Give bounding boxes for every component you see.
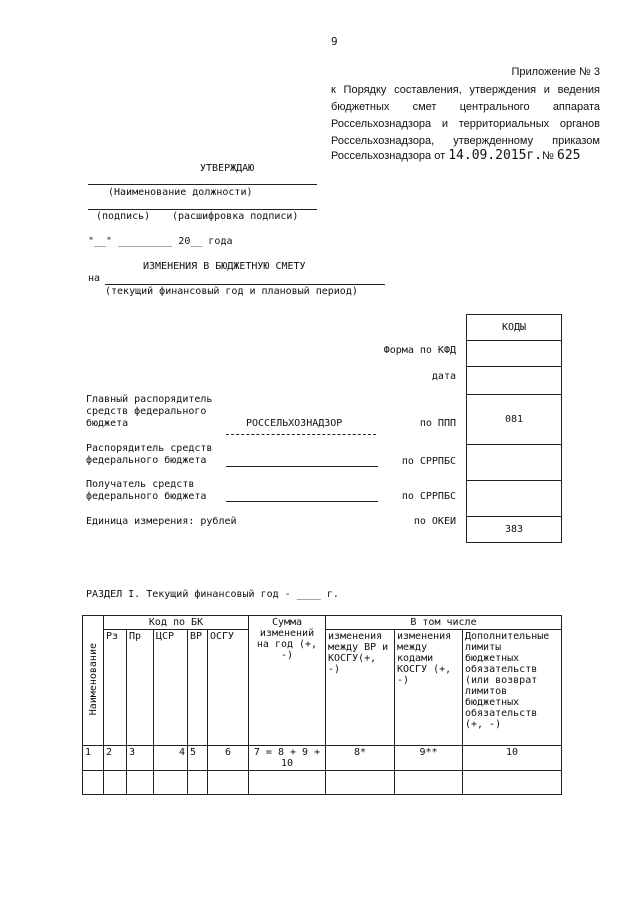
col-osgu: ОСГУ bbox=[208, 630, 249, 746]
appendix-text bbox=[331, 82, 600, 150]
label-date: дата bbox=[431, 371, 456, 382]
empty-cell bbox=[154, 771, 188, 795]
num-cell: 10 bbox=[463, 746, 562, 771]
label-form-kfd: Форма по КФД bbox=[383, 345, 456, 356]
empty-cell bbox=[104, 771, 127, 795]
manager-line: Распорядитель средств bbox=[86, 443, 213, 454]
manager-label bbox=[86, 443, 212, 467]
manager-line: федерального бюджета bbox=[86, 455, 207, 466]
sum-header: Сумма изменений на год (+, -) bbox=[249, 616, 326, 746]
appendix-order-number: 625 bbox=[557, 148, 581, 163]
appendix-line: Россельхознадзора и территориальных органов bbox=[331, 118, 600, 130]
num-cell: 5 bbox=[188, 746, 208, 771]
code-srrpbs-2 bbox=[467, 481, 562, 517]
num-cell: 7 = 8 + 9 + 10 bbox=[249, 746, 326, 771]
label-okei: по ОКЕИ bbox=[413, 516, 456, 527]
num-cell: 4 bbox=[154, 746, 188, 771]
col-vr: ВР bbox=[188, 630, 208, 746]
chief-manager-line-rule bbox=[226, 434, 376, 435]
col-incl-kosgu: изменения между кодами КОСГУ (+, -) bbox=[395, 630, 463, 746]
name-header: Наименование bbox=[87, 642, 99, 716]
empty-cell bbox=[249, 771, 326, 795]
col-rz: Рз bbox=[104, 630, 127, 746]
num-cell: 6 bbox=[208, 746, 249, 771]
codes-table bbox=[466, 314, 562, 543]
approve-date-line: "__" _________ 20__ года bbox=[88, 236, 233, 247]
position-caption: (Наименование должности) bbox=[108, 187, 253, 198]
appendix-line: Россельхознадзора, утвержденному приказом bbox=[331, 135, 600, 147]
position-line bbox=[88, 184, 317, 185]
code-form bbox=[467, 341, 562, 367]
col-pr: Пр bbox=[127, 630, 154, 746]
period-line bbox=[105, 284, 385, 285]
code-okei: 383 bbox=[467, 517, 562, 543]
recipient-line: Получатель средств bbox=[86, 479, 195, 490]
approve-title: УТВЕРЖДАЮ bbox=[200, 163, 255, 174]
empty-cell bbox=[463, 771, 562, 795]
code-srrpbs-1 bbox=[467, 445, 562, 481]
empty-cell bbox=[395, 771, 463, 795]
chief-manager-label bbox=[86, 394, 212, 430]
num-cell: 8* bbox=[326, 746, 395, 771]
signature-line bbox=[88, 209, 317, 210]
code-date bbox=[467, 367, 562, 395]
empty-cell bbox=[83, 771, 104, 795]
num-cell: 2 bbox=[104, 746, 127, 771]
incl-header: В том числе bbox=[326, 616, 562, 630]
num-cell: 3 bbox=[127, 746, 154, 771]
empty-cell bbox=[127, 771, 154, 795]
unit-label: Единица измерения: рублей bbox=[86, 516, 237, 527]
code-header: Код по БК bbox=[104, 616, 249, 630]
col-csr: ЦСР bbox=[154, 630, 188, 746]
appendix-number-label: № bbox=[542, 150, 554, 162]
section-title: РАЗДЕЛ I. Текущий финансовый год - ____ г. bbox=[86, 589, 339, 600]
appendix-order-date: 14.09.2015г. bbox=[448, 148, 543, 163]
chief-manager-line: средств федерального bbox=[86, 406, 207, 417]
label-ppp: по ППП bbox=[419, 418, 456, 429]
on-label: на bbox=[88, 273, 101, 284]
signature-caption: (подпись) bbox=[96, 211, 151, 222]
section-table bbox=[82, 615, 562, 795]
label-srrpbs-1: по СРРПБС bbox=[401, 456, 456, 467]
num-cell: 9** bbox=[395, 746, 463, 771]
num-cell: 1 bbox=[83, 746, 104, 771]
page-number: 9 bbox=[331, 35, 338, 48]
name-header-cell bbox=[83, 616, 104, 746]
chief-manager-line: бюджета bbox=[86, 418, 129, 429]
col-incl-limits: Дополнительные лимиты бюджетных обязательств (или возврат лимитов бюджетных обязательств (+, -) bbox=[463, 630, 562, 746]
empty-cell bbox=[208, 771, 249, 795]
appendix-order-line bbox=[331, 148, 581, 163]
doc-title: ИЗМЕНЕНИЯ В БЮДЖЕТНУЮ СМЕТУ bbox=[143, 261, 306, 272]
recipient-line: федерального бюджета bbox=[86, 491, 207, 502]
empty-cell bbox=[326, 771, 395, 795]
decryption-caption: (расшифровка подписи) bbox=[172, 211, 299, 222]
appendix-line: к Порядку составления, утверждения и ведения bbox=[331, 84, 600, 96]
label-srrpbs-2: по СРРПБС bbox=[401, 491, 456, 502]
period-caption: (текущий финансовый год и плановый период) bbox=[105, 286, 358, 297]
chief-manager-line: Главный распорядитель bbox=[86, 394, 213, 405]
col-incl-vr-kosgu: изменения между ВР и КОСГУ(+, -) bbox=[326, 630, 395, 746]
manager-rule bbox=[226, 466, 378, 467]
empty-cell bbox=[188, 771, 208, 795]
appendix-line: бюджетных смет центрального аппарата bbox=[331, 101, 600, 113]
recipient-label bbox=[86, 479, 206, 503]
recipient-rule bbox=[226, 501, 378, 502]
chief-manager-value: РОССЕЛЬХОЗНАДЗОР bbox=[246, 418, 343, 429]
codes-header: КОДЫ bbox=[467, 315, 562, 341]
appendix-title: Приложение № 3 bbox=[511, 66, 600, 78]
appendix-order-prefix: Россельхознадзора от bbox=[331, 150, 446, 162]
code-ppp: 081 bbox=[467, 395, 562, 445]
